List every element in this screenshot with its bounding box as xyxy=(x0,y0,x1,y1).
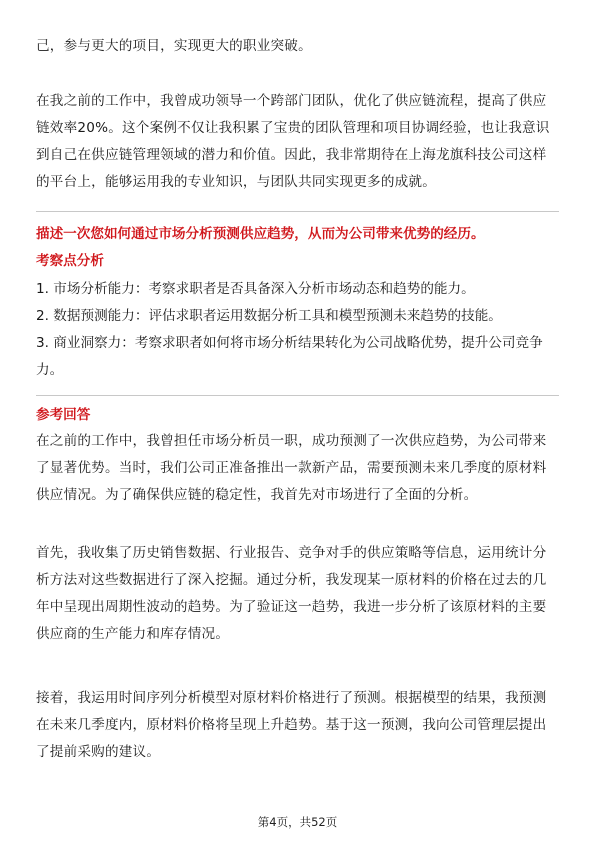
analysis-points xyxy=(36,276,559,384)
answer-heading: 参考回答 xyxy=(36,407,91,423)
answer-paragraph: 首先，我收集了历史销售数据、行业报告、竞争对手的供应策略等信息，运用统计分析方法对这些数据进行了深入挖掘。通过分析，我发现某一原材料的价格在过去的几年中呈现出周期性波动的趋势。为了验证这一趋势，我进一步分析了该原材料的主要供应商的生产能力和库存情况。 xyxy=(36,545,547,642)
analysis-point: 3. 商业洞察力：考察求职者如何将市场分析结果转化为公司战略优势，提升公司竞争力。 xyxy=(36,335,543,378)
section-divider xyxy=(36,211,559,212)
analysis-point: 1. 市场分析能力：考察求职者是否具备深入分析市场动态和趋势的能力。 xyxy=(36,281,475,297)
analysis-point: 2. 数据预测能力：评估求职者运用数据分析工具和模型预测未来趋势的技能。 xyxy=(36,308,502,324)
answer-paragraph: 接着，我运用时间序列分析模型对原材料价格进行了预测。根据模型的结果，我预测在未来几季度内，原材料价格将呈现上升趋势。基于这一预测，我向公司管理层提出了提前采购的建议。 xyxy=(36,690,547,760)
analysis-heading: 考察点分析 xyxy=(36,253,104,269)
section-divider xyxy=(36,395,559,396)
continued-paragraph: 己，参与更大的项目，实现更大的职业突破。 xyxy=(36,38,312,54)
experience-paragraph: 在我之前的工作中，我曾成功领导一个跨部门团队，优化了供应链流程，提高了供应链效率20%。这个案例不仅让我积累了宝贵的团队管理和项目协调经验，也让我意识到自己在供应链管理领域的潜力和价值。因此，我非常期待在上海龙旗科技公司这样的平台上，能够运用我的专业知识，与团队共同实现更多的成就。 xyxy=(36,93,550,190)
page-number: 第4页，共52页 xyxy=(257,815,338,829)
interview-question: 描述一次您如何通过市场分析预测供应趋势，从而为公司带来优势的经历。 xyxy=(36,226,485,242)
answer-paragraph: 在之前的工作中，我曾担任市场分析员一职，成功预测了一次供应趋势，为公司带来了显著优势。当时，我们公司正准备推出一款新产品，需要预测未来几季度的原材料供应情况。为了确保供应链的稳定性，我首先对市场进行了全面的分析。 xyxy=(36,433,547,503)
